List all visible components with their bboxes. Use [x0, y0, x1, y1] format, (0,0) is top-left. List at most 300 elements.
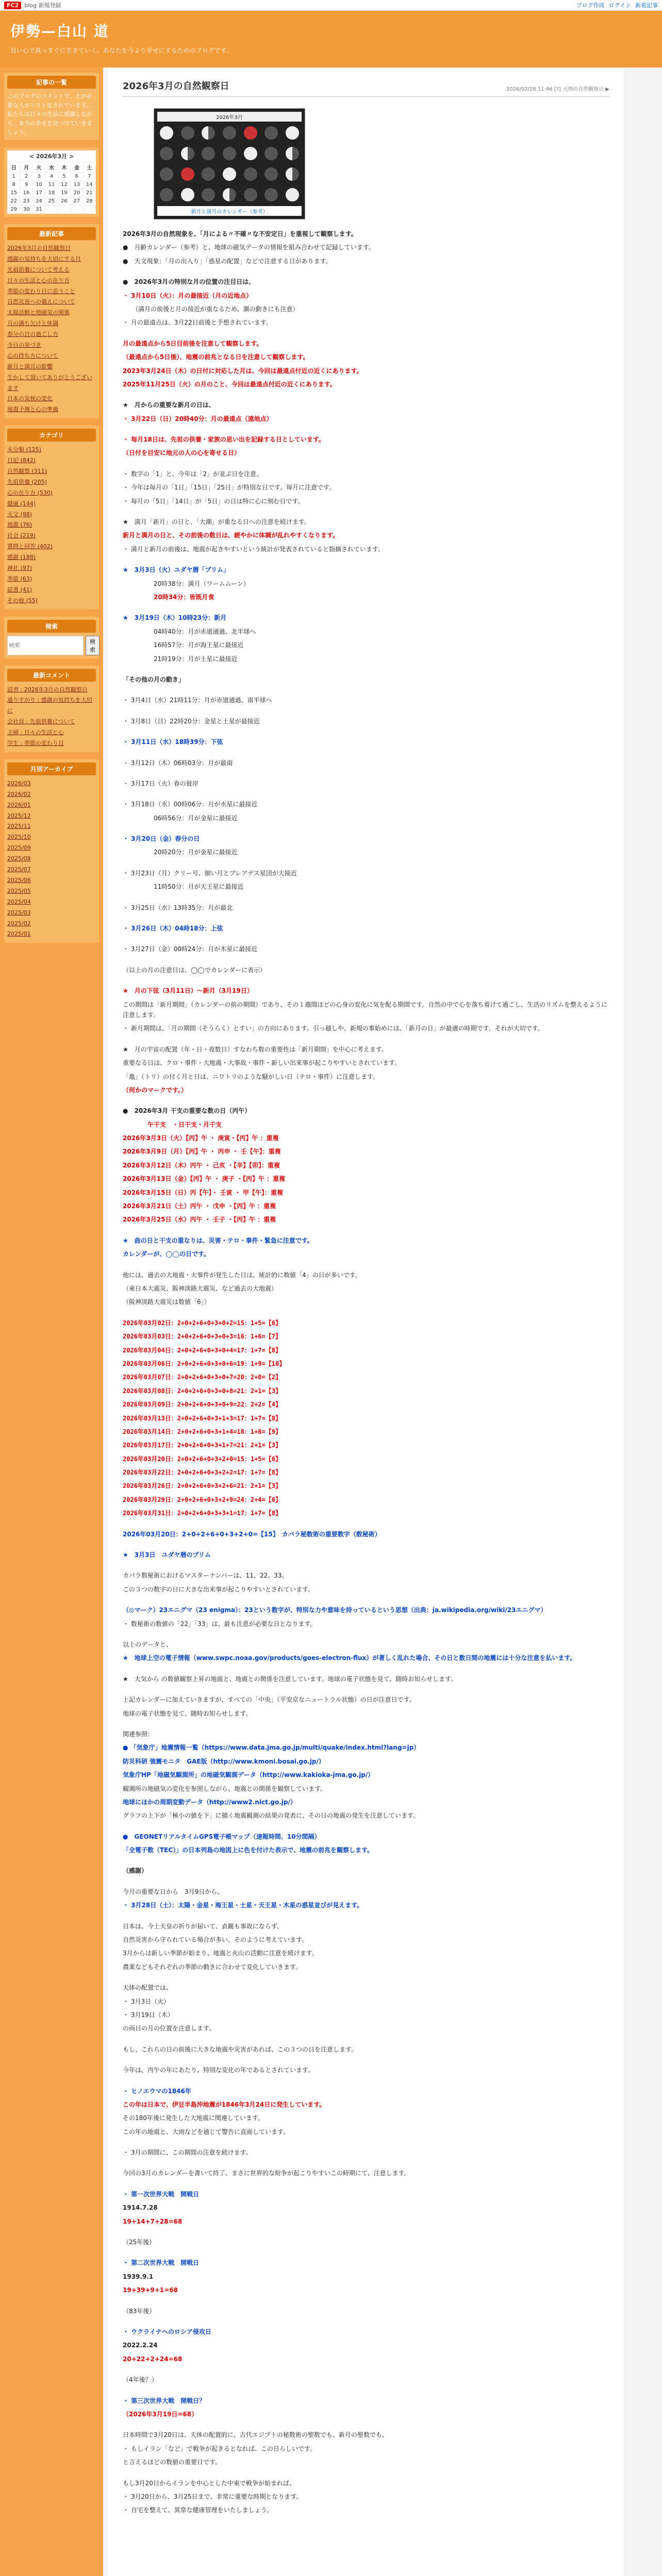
post-paragraph: 2026年3月9日（月）【丙】午 ・ 丙申 ・ 壬【午】：重複 — [123, 1148, 281, 1156]
sidebar — [0, 67, 103, 2576]
search-input[interactable] — [7, 636, 84, 655]
post-paragraph: 19+39+9+1=68 — [123, 2286, 178, 2294]
paragraph-spacer — [123, 978, 609, 986]
post-paragraph: （最遠点から5日後）、地震の前兆となる日を注意して観察します。 — [123, 353, 309, 361]
post-paragraph: この年は日本で、伊豆半島沖地震が1846年3月24日に発生しています。 — [123, 2100, 326, 2108]
paragraph-spacer — [123, 792, 609, 799]
calendar-day[interactable]: 21 — [83, 189, 95, 197]
calendar-day[interactable]: 31 — [32, 205, 45, 213]
post-paragraph: ・ 3月の期間に、この期間の注意を続けます。 — [123, 2149, 252, 2157]
post-paragraph: 19+14+7+28=68 — [123, 2217, 183, 2225]
profile-heading: 記事の一覧 — [7, 76, 96, 89]
moon-phase-grid — [157, 124, 302, 204]
top-navigation-bar — [0, 0, 662, 11]
fc2-logo[interactable]: FC2 — [4, 2, 21, 9]
category-box — [4, 426, 99, 609]
post-paragraph: ・ 満月と新月の前後は、地震が起きやすいという統計が発表されていると指摘されています。 — [123, 545, 384, 553]
calendar-day[interactable]: 11 — [45, 180, 58, 189]
archive-heading: 月別アーカイブ — [7, 762, 96, 775]
moon-icon — [181, 188, 194, 201]
comments-box — [4, 666, 99, 752]
post-paragraph: 防災科研 強震モニタ GAE版（http://www.kmoni.bosai.go.jp/） — [123, 1757, 325, 1765]
moon-icon — [160, 167, 173, 181]
moon-icon — [264, 167, 278, 181]
calendar-day[interactable]: 4 — [45, 172, 58, 180]
moon-icon — [223, 188, 236, 201]
comment-list — [7, 685, 96, 749]
paragraph-spacer — [123, 688, 609, 695]
recent-post-link[interactable]: 日々の生活と心の在り方 — [7, 277, 70, 284]
archive-link[interactable]: 2025/04 — [7, 898, 31, 905]
moon-icon — [244, 188, 257, 201]
post-paragraph: 2025年11月25日（火）の月のこと、今回は最遠点付近の近くにあります。 — [123, 380, 336, 388]
recent-post-link[interactable]: 太陽活動と地磁気の関係 — [7, 309, 70, 316]
archive-link[interactable]: 2026/02 — [7, 790, 31, 798]
calendar-weekday: 土 — [83, 162, 95, 172]
calendar-day[interactable]: 19 — [58, 189, 70, 197]
post-paragraph: （4年後？） — [123, 2376, 158, 2384]
post-paragraph: カバラ数秘術におけるマスターナンバーは、11、22、33。 — [123, 1572, 288, 1580]
post-paragraph: ・ 3月22日（日）20時40分：月の最遠点（遠地点） — [123, 415, 273, 422]
moon-icon — [264, 126, 278, 140]
category-link[interactable]: 先祖供養 (205) — [7, 478, 47, 485]
recent-post-link[interactable]: 季節の変わり目に思うこと — [7, 287, 75, 295]
post-paragraph: この年の地震と、大雨などを通じて警告に直面しています。 — [123, 2128, 290, 2136]
moon-phase-cell — [199, 165, 218, 183]
paragraph-spacer — [123, 730, 609, 737]
comment-link[interactable]: 通りすがり : 感謝の気持ちを大切に — [7, 697, 92, 715]
post-paragraph: ・ 3月27日（金）00時24分：月が木星に最接近 — [123, 945, 258, 953]
paragraph-spacer — [123, 2319, 609, 2327]
post-paragraph: ・ 3月26日（木）04時18分：上弦 — [123, 925, 223, 933]
post-paragraph: 気象庁HP「地磁気観測所」の地磁気観測データ（http://www.kakioka-jma.go.jp/） — [123, 1771, 374, 1779]
post-paragraph: その180年後に発生した大地震に関連しています。 — [123, 2114, 264, 2122]
post-paragraph: 観測所の地磁気の変化を参照しながら、地震との関係を観察しています。 — [123, 1785, 327, 1792]
comment-link[interactable]: 会社員 : 先祖供養について — [7, 718, 75, 725]
moon-phase-cell — [157, 165, 176, 183]
post-paragraph: もし3月20日からイランを中心とした中東で戦争が始まれば、 — [123, 2479, 295, 2487]
post-paragraph: （25年後） — [123, 2239, 156, 2246]
moon-phase-cell — [262, 165, 281, 183]
calendar-day[interactable]: 16 — [20, 189, 32, 197]
post-paragraph: 16時57分：月が海王星に最接近 — [123, 641, 244, 649]
paragraph-spacer — [123, 1098, 609, 1106]
blog-subtitle: 良い心で真っすぐに生きていく。あなたを今より幸せにするためのブログです。 — [10, 47, 233, 54]
post-paragraph: 今月の重要な日から 3月9日から、 — [123, 1888, 224, 1895]
calendar-day[interactable]: 28 — [83, 197, 95, 205]
search-box — [4, 617, 99, 658]
moon-phase-cell — [157, 124, 176, 142]
post-paragraph: （83年後） — [123, 2307, 156, 2315]
post-paragraph: 今年は、丙午の年にあたり、特別な変化の年であるとされています。 — [123, 2066, 315, 2074]
paragraph-spacer — [123, 1858, 609, 1866]
post-paragraph: ・ ヒノエウマの1846年 — [123, 2087, 191, 2095]
post-paragraph: ● 2026年3月 干支の重要な数の日（丙午） — [123, 1107, 251, 1115]
post-paragraph: ● GEONETリアルタイムGPS電子帳マップ（速報時間、10分間隔） — [123, 1833, 321, 1840]
moon-phase-cell — [178, 144, 197, 163]
post-paragraph: 新月と満月の日と、その前後の数日は、緩やかに体調が乱れやすくなります。 — [123, 532, 339, 539]
category-link[interactable]: 感謝 (188) — [7, 554, 36, 561]
create-blog-link[interactable]: ブログ作成 — [576, 2, 605, 9]
category-link[interactable]: 心の在り方 (530) — [7, 489, 53, 496]
moon-icon — [202, 167, 215, 181]
post-paragraph: 2026年03月31日：2+0+2+6+0+3+3+1=17：1+7=【8】 — [123, 1510, 282, 1517]
category-link[interactable]: 自然観察 (311) — [7, 468, 47, 474]
main-content — [108, 67, 624, 2576]
post-paragraph: 1939.9.1 — [123, 2273, 154, 2280]
calendar-day[interactable]: 3 — [32, 172, 45, 180]
post-paragraph: 2026年03月06日：2+0+2+6+0+3+0+6=19：1+9=【10】 — [123, 1360, 286, 1367]
post-paragraph: 「亀」（トリ）の付く月と日は、ニワトリのような騒がしい日（テロ・事件）に注意します。 — [123, 1073, 379, 1080]
post-paragraph: （何かのマークです。） — [123, 1086, 188, 1094]
moon-phase-cell — [220, 124, 239, 142]
archive-link[interactable]: 2026/03 — [7, 779, 31, 787]
calendar-day — [45, 205, 58, 213]
post-paragraph: 3月からは新しい季節が始まり、地震と火山の活動に注意を続けます。 — [123, 1950, 318, 1957]
calendar-week-row — [8, 205, 96, 213]
recent-post-link[interactable]: 生かして頂いてありがとうございます — [7, 374, 92, 392]
post-paragraph: （2026年3月19日=68） — [123, 2410, 198, 2418]
post-paragraph: （阪神淡路大震災は数値「6」） — [123, 1298, 210, 1306]
paragraph-spacer — [123, 2037, 609, 2044]
recent-post-link[interactable]: 今日の気づき — [7, 341, 41, 348]
calendar-day[interactable]: 25 — [45, 197, 58, 205]
post-paragraph: グラフの上下が「極小の値を下」に描く地震観測の結果の発表に、その日の地震の発生を注意しています。 — [123, 1812, 420, 1820]
recent-post-link[interactable]: 新月と満月の影響 — [7, 363, 53, 370]
post-paragraph: カレンダーが、◯◯の日です。 — [123, 1250, 210, 1258]
post-paragraph: ● 2026年3月の特別な月の位置の注目日は、 — [123, 278, 255, 286]
paragraph-spacer — [123, 916, 609, 923]
post-paragraph: ・ 3月25日（水）13時35分：月が最北 — [123, 904, 233, 911]
calendar-day[interactable]: 8 — [8, 180, 20, 189]
paragraph-spacer — [123, 1824, 609, 1832]
post-paragraph: ・ 3月4日（水）21時11分：月が赤道通過、南半球へ — [123, 697, 272, 704]
paragraph-spacer — [123, 393, 609, 400]
post-paragraph: ・ 3月10日（火）：月の最接近（月の近地点） — [123, 292, 253, 299]
post-paragraph: ・ 3月3日（火） — [123, 1997, 170, 2005]
post-paragraph: ・ 3月20日から、3月25日まで、非常に重要な時期となります。 — [123, 2493, 303, 2500]
post-paragraph: 上記カレンダーに加えていきますが、すべての「中央」（平安京なニュートラル状態）の日が注意日です。 — [123, 1696, 416, 1704]
post-paragraph: ★ 月からの重要な新月の日は、 — [123, 401, 215, 409]
post-paragraph: 2026年03月17日：2+0+2+6+0+3+1+7=21：2+1=【3】 — [123, 1442, 282, 1449]
post-paragraph: 21時19分：月が土星に最接近 — [123, 655, 238, 663]
calendar-body — [8, 172, 96, 213]
paragraph-spacer — [123, 1563, 609, 1570]
archive-box — [4, 759, 99, 943]
paragraph-spacer — [123, 2182, 609, 2189]
calendar-weekday: 日 — [8, 162, 20, 172]
post-paragraph: ・ 3月18日（水）00時06分：月が水星に最接近 — [123, 801, 258, 808]
post-paragraph: ・ ウクライナへのロシア侵攻日 — [123, 2328, 211, 2335]
recent-post-link[interactable]: 地震予測と心の準備 — [7, 406, 58, 413]
paragraph-spacer — [123, 861, 609, 868]
moon-phase-cell — [220, 185, 239, 204]
moon-icon — [202, 126, 215, 140]
moon-calendar-image — [154, 108, 305, 219]
calendar-week-row — [8, 189, 96, 197]
top-right-links — [576, 1, 658, 9]
paragraph-spacer — [123, 2161, 609, 2168]
post-paragraph: ★ 3月19日（木）10時23分：新月 — [123, 614, 227, 622]
recent-post-link[interactable]: 感謝の気持ちを大切にする日 — [7, 255, 81, 262]
paragraph-spacer — [123, 1543, 609, 1550]
post-title[interactable]: 2026年3月の自然観察日 — [123, 81, 229, 92]
archive-link[interactable]: 2025/11 — [7, 823, 31, 830]
moon-phase-cell — [241, 165, 260, 183]
category-link[interactable]: 社会 (219) — [7, 532, 36, 539]
moon-icon — [264, 188, 278, 201]
paragraph-spacer — [123, 331, 609, 338]
moon-phase-cell — [178, 124, 197, 142]
calendar-day[interactable]: 22 — [8, 197, 20, 205]
moon-phase-cell — [241, 144, 260, 163]
calendar-day[interactable]: 13 — [71, 180, 83, 189]
comment-link[interactable]: 学生 : 季節の変わり目 — [7, 740, 64, 747]
post-paragraph: ・ 第二次世界大戦 開戦日 — [123, 2259, 200, 2267]
paragraph-spacer — [123, 1722, 609, 1729]
category-link[interactable]: 日記 (842) — [7, 457, 36, 464]
category-link[interactable]: 健康 (144) — [7, 500, 36, 507]
paragraph-spacer — [123, 895, 609, 903]
search-form — [7, 636, 96, 655]
paragraph-spacer — [123, 1632, 609, 1639]
search-button[interactable]: 検索 — [86, 636, 100, 655]
post-paragraph: 2026年03月04日：2+0+2+6+0+3+0+4=17：1+7=【8】 — [123, 1346, 282, 1354]
post-paragraph: ・ 3月12日（木）06時03分：月が最南 — [123, 759, 233, 767]
calendar-day[interactable]: 9 — [20, 180, 32, 189]
calendar-day[interactable]: 26 — [58, 197, 70, 205]
post-paragraph: ・ 3月8日（日）22時20分：金星と土星が最接近 — [123, 717, 260, 725]
profile-box — [4, 73, 99, 140]
post-paragraph: ★ 地球上空の電子情報（www.swpc.noaa.gov/products/goes-electron-flux）が著しく乱れた場合、その日と数日間の地震には十分な注意を払います。 — [123, 1654, 576, 1662]
calendar-day[interactable]: 29 — [8, 205, 20, 213]
post-paragraph: ・ 新月期間は、「月の期間（そうらく）とすい」の方向にあります。引っ越しや、新規の事始めには、「新月の日」が最適の時期です。それが大切です。 — [123, 1025, 544, 1032]
paragraph-spacer — [123, 1037, 609, 1044]
post-paragraph: の両日の月の位置を注意します。 — [123, 2025, 216, 2032]
comments-heading: 最新コメント — [7, 669, 96, 682]
calendar-day[interactable]: 15 — [8, 189, 20, 197]
paragraph-spacer — [123, 1263, 609, 1270]
category-link[interactable]: 地震 (76) — [7, 521, 32, 529]
archive-link[interactable]: 2025/01 — [7, 930, 31, 938]
paragraph-spacer — [123, 1311, 609, 1318]
archive-link[interactable]: 2025/05 — [7, 887, 31, 894]
post-paragraph: ・ 月の最遠点は、3月22日前後と予想されています。 — [123, 319, 272, 327]
calendar-day[interactable]: 14 — [83, 180, 95, 189]
post-paragraph: ・ 第一次世界大戦 開戦日 — [123, 2190, 200, 2198]
recent-post-link[interactable]: 2026年3月の自然観察日 — [7, 244, 71, 251]
paragraph-spacer — [123, 2140, 609, 2147]
calendar-day[interactable]: 17 — [32, 189, 45, 197]
moon-icon — [286, 188, 299, 201]
archive-link[interactable]: 2025/12 — [7, 812, 31, 819]
recent-post-link[interactable]: 心の持ち方について — [7, 352, 58, 359]
post-meta: 2026/02/28 11:46 [?] 天然の自然観察日 ▶ — [506, 87, 609, 92]
category-link[interactable]: 季節 (63) — [7, 575, 32, 582]
moon-icon — [160, 147, 173, 160]
post-paragraph: ・ もしイラン「など」で戦争が起きるとなれば、この日らしいです。 — [123, 2445, 316, 2452]
post-paragraph: 午干支 ・日干支・月干支 — [123, 1121, 222, 1128]
archive-link[interactable]: 2025/09 — [7, 844, 31, 852]
archive-link[interactable]: 2025/03 — [7, 909, 31, 916]
post-paragraph: 以上のデータと、 — [123, 1640, 173, 1648]
calendar-week-row — [8, 197, 96, 205]
comment-link[interactable]: 主婦 : 日々の生活と心 — [7, 729, 64, 736]
post-paragraph: 20時34分：皆既月食 — [123, 593, 214, 601]
calendar-day[interactable]: 5 — [58, 172, 70, 180]
moon-icon — [202, 147, 215, 160]
new-posts-link[interactable]: 新着記事 — [635, 2, 658, 9]
post-paragraph: ● 「気象庁」地震情報一覧（https://www.data.jma.go.jp/multi/quake/index.html?lang=jp） — [123, 1744, 420, 1752]
category-link[interactable]: 天文 (98) — [7, 511, 32, 518]
calendar-day[interactable]: 27 — [71, 197, 83, 205]
post-paragraph: （感謝） — [123, 1867, 148, 1875]
moon-icon — [264, 147, 278, 160]
moon-icon — [223, 147, 236, 160]
paragraph-spacer — [123, 937, 609, 944]
calendar-weekday: 月 — [20, 162, 32, 172]
category-link[interactable]: 未分類 (125) — [7, 446, 42, 453]
category-link[interactable]: 読書 (41) — [7, 586, 32, 593]
category-link[interactable]: 神社 (97) — [7, 565, 32, 572]
paragraph-spacer — [123, 1667, 609, 1674]
category-list — [7, 445, 96, 606]
post-paragraph: 自然災害から守られている場合が多い、そのように考えています。 — [123, 1936, 308, 1944]
paragraph-spacer — [123, 269, 609, 277]
moon-icon — [286, 167, 299, 181]
calendar-day[interactable]: 7 — [83, 172, 95, 180]
paragraph-spacer — [123, 1975, 609, 1982]
moon-calendar-caption[interactable]: 新月と満月のカレンダー（参考） — [157, 206, 302, 216]
login-link[interactable]: ログイン — [608, 2, 631, 9]
archive-link[interactable]: 2026/01 — [7, 801, 31, 808]
recent-post-link[interactable]: 自然災害への備えについて — [7, 298, 75, 306]
post-paragraph: 「全電子数（TEC）」の日本列島の地図上に色を付けた表示で、地震の前兆を観察します。 — [123, 1846, 373, 1854]
recent-posts-list — [7, 243, 96, 415]
post-paragraph: 2026年03月14日：2+0+2+6+0+3+1+4=18：1+8=【9】 — [123, 1428, 282, 1435]
recent-post-link[interactable]: 日本の気候の変化 — [7, 395, 53, 402]
archive-link[interactable]: 2025/10 — [7, 834, 31, 841]
blog-title[interactable]: 伊勢—白山 道 — [10, 23, 109, 40]
archive-list — [7, 778, 96, 940]
post-paragraph: ・ 3月11日（水）18時39分：下弦 — [123, 738, 223, 746]
post-paragraph: ・ 今年は毎月の「1日」「15日」「25日」が特別な日です。毎月に注意です。 — [123, 484, 336, 492]
moon-phase-cell — [262, 144, 281, 163]
calendar-day[interactable]: 24 — [32, 197, 45, 205]
calendar-day[interactable]: 10 — [32, 180, 45, 189]
calendar-month[interactable]: < 2026年3月 > — [7, 150, 96, 162]
post-paragraph: 11時50分：月が天王星に最接近 — [123, 883, 244, 891]
category-link[interactable]: その他 (55) — [7, 597, 38, 604]
calendar-day[interactable]: 18 — [45, 189, 58, 197]
moon-phase-cell — [178, 165, 197, 183]
comment-link[interactable]: 読者 : 2026年3月の自然観察日 — [7, 686, 88, 693]
calendar-box — [4, 147, 99, 217]
calendar-weekday: 水 — [45, 162, 58, 172]
calendar-weekday: 火 — [32, 162, 45, 172]
post-header — [123, 79, 609, 97]
recent-post-link[interactable]: 月の満ち欠けと体調 — [7, 320, 58, 327]
post-paragraph: 2026年03月07日：2+0+2+6+0+3+0+7=20：2+0=【2】 — [123, 1374, 282, 1381]
post-paragraph: ● 天文現象：「月の出入り」「惑星の配置」などで注意する日があります。 — [123, 257, 332, 265]
post-paragraph: 20時38分：満月（ワームムーン） — [123, 580, 250, 587]
post-paragraph: もし、これらの日の前後に大きな地震や災害があれば、この３つの日を注意します。 — [123, 2045, 358, 2053]
archive-link[interactable]: 2025/07 — [7, 866, 31, 873]
moon-phase-cell — [199, 144, 218, 163]
moon-icon — [181, 147, 194, 160]
post-paragraph: （東日本大震災、阪神淡路大震災、など過去の大地震） — [123, 1285, 278, 1292]
calendar-day[interactable]: 2 — [20, 172, 32, 180]
category-link[interactable]: 質問と回答 (402) — [7, 543, 53, 550]
recent-post-link[interactable]: 春分の日の過ごし方 — [7, 331, 58, 338]
calendar-day[interactable]: 30 — [20, 205, 32, 213]
post-paragraph: ★ 3月3日 ユダヤ暦のプリム — [123, 1551, 211, 1559]
moon-icon — [160, 188, 173, 201]
post-paragraph: 2026年03月20日：2+0+2+6+0+3+2+0=【15】 カバラ秘数術の重要数字（数秘術） — [123, 1530, 381, 1538]
paragraph-spacer — [123, 667, 609, 674]
post-paragraph: ★ 曲の日と干支の重なりは、災害・テロ・事件・緊急に注意です。 — [123, 1236, 313, 1244]
fc2-logo-text[interactable]: blog 新規登録 — [24, 2, 61, 9]
post-paragraph: ・ 3月28日（土）：太陽・金星・海王星・土星・天王星・木星の惑星並びが見えます。 — [123, 1902, 363, 1909]
post-paragraph: 「その他の月の動き」 — [123, 675, 185, 683]
moon-icon — [223, 167, 236, 181]
post-paragraph: 2026年03月22日：2+0+2+6+0+3+2+2=17：1+7=【8】 — [123, 1469, 282, 1477]
calendar-day[interactable]: 6 — [71, 172, 83, 180]
post-paragraph: 04時40分：月が赤道通過、北半球へ — [123, 628, 256, 635]
post-paragraph: 2026年3月13日（金）【丙】午 ・ 庚子 ・【丙】午 ：重複 — [123, 1175, 286, 1183]
moon-phase-cell — [199, 124, 218, 142]
post-paragraph: 2026年03月09日：2+0+2+6+0+3+0+9=22：2+2=【4】 — [123, 1401, 282, 1409]
moon-icon — [244, 126, 257, 140]
archive-link[interactable]: 2025/06 — [7, 876, 31, 884]
paragraph-spacer — [123, 1598, 609, 1605]
moon-phase-cell — [157, 144, 176, 163]
post-paragraph: 日本時間で3月20日は、天体の配置的に、古代エジプトの秘数術の聖数でも、新月の聖数でも、 — [123, 2431, 388, 2439]
post-paragraph: ・ 3月17日（火）春の彼岸 — [123, 779, 198, 787]
moon-phase-cell — [262, 124, 281, 142]
archive-link[interactable]: 2025/08 — [7, 855, 31, 862]
post-paragraph: （日付を目安に地元の人の心を寄せる日） — [123, 449, 241, 457]
calendar-week-row — [8, 172, 96, 180]
calendar-day[interactable]: 23 — [20, 197, 32, 205]
post-paragraph: 地球にほかの周期変動データ（http://www2.nict.go.jp/） — [123, 1798, 296, 1806]
calendar-day[interactable]: 1 — [8, 172, 20, 180]
moon-phase-cell — [241, 124, 260, 142]
recent-post-link[interactable]: 先祖供養について考える — [7, 266, 70, 273]
calendar-day[interactable]: 12 — [58, 180, 70, 189]
paragraph-spacer — [123, 1879, 609, 1887]
calendar-head-row — [8, 162, 96, 172]
moon-phase-cell — [262, 185, 281, 204]
post-paragraph: 農業などもそれぞれの季節の動きに合わせて変化していきます。 — [123, 1963, 302, 1971]
post-paragraph: ・ 第三次世界大戦 開戦日？ — [123, 2397, 206, 2404]
archive-link[interactable]: 2025/02 — [7, 920, 31, 927]
post-paragraph: 今回の3月のカレンダーを書いて終了、まさに世界的な紛争が起こりやすいこの時期にて、注意します。 — [123, 2170, 410, 2177]
calendar-day — [83, 205, 95, 213]
paragraph-spacer — [123, 2471, 609, 2478]
paragraph-spacer — [123, 826, 609, 834]
moon-phase-cell — [283, 185, 302, 204]
moon-phase-cell — [199, 185, 218, 204]
moon-icon — [286, 147, 299, 160]
post-paragraph: 重要なる日は、クロ・事件・大地震・大事故・事件・新しい出来事が起こりやすいとされています。 — [123, 1059, 401, 1067]
post-paragraph: ・ 自宅を整えて、異常な健康管理をいたしましょう。 — [123, 2506, 273, 2514]
calendar-day[interactable]: 20 — [71, 189, 83, 197]
post-paragraph: ・ 毎月の「5日」「14日」が「5日」の日は特に心に刻む日です。 — [123, 497, 304, 505]
post-paragraph: 他には、過去の大地震・大事件が発生した日は、統計的に数値「4」の日が多いです。 — [123, 1271, 361, 1279]
post-paragraph: 2026年03月29日：2+0+2+6+0+3+2+9=24：2+4=【6】 — [123, 1496, 282, 1503]
fc2-brand — [4, 1, 61, 9]
